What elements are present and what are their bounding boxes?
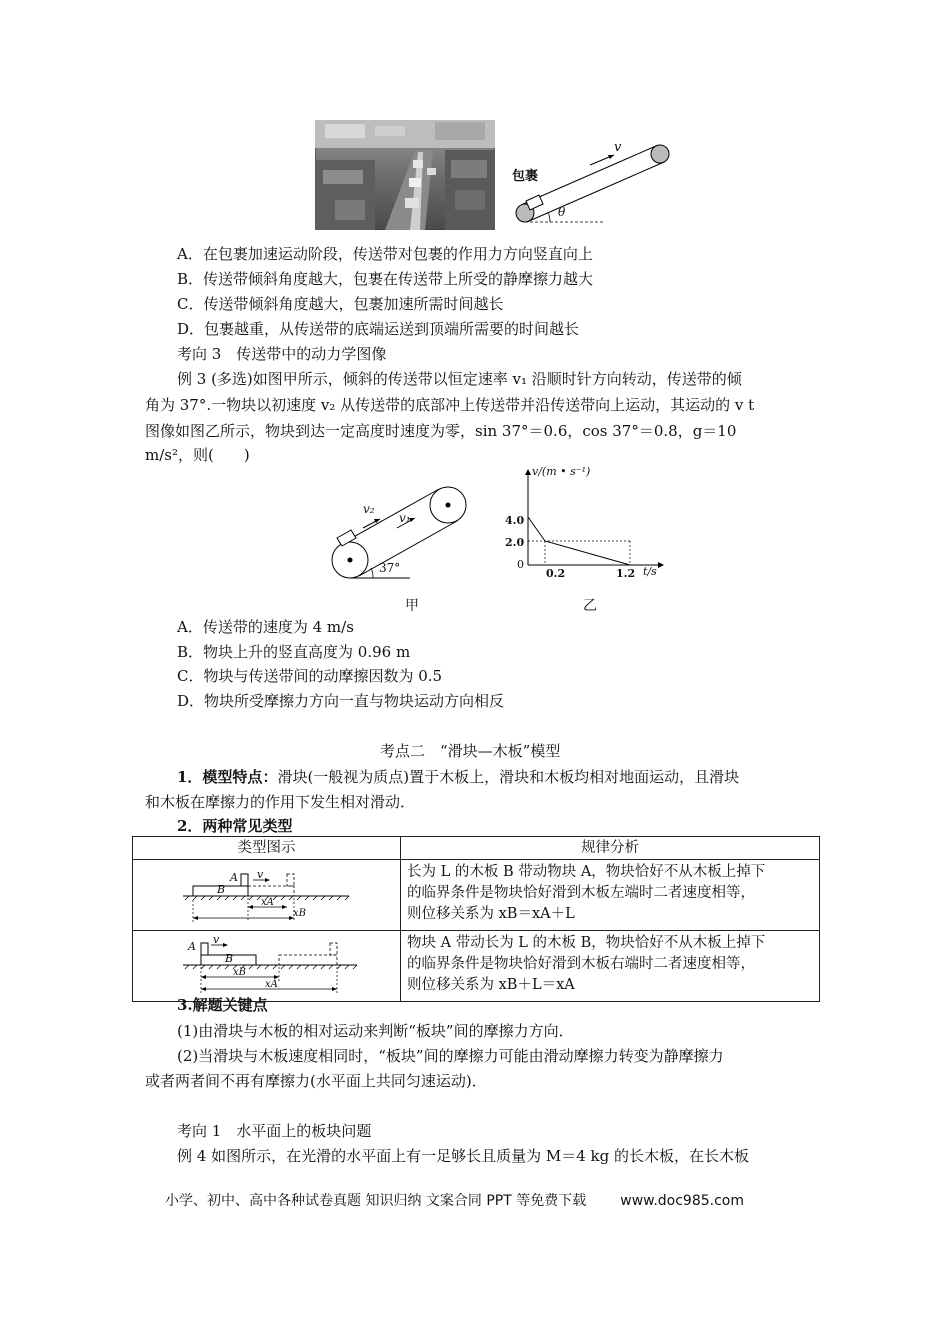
x-tick-12: 1.2 (616, 567, 636, 580)
type2-label-v: v (213, 933, 220, 946)
key-point-2a: (2)当滑块与木板速度相同时，“板块”间的摩擦力可能由滑动摩擦力转变为静摩擦力 (177, 1047, 724, 1065)
model-features-text: 滑块(一般视为质点)置于木板上，滑块和木板均相对地面运动，且滑块 (277, 768, 740, 786)
type1-label-xb: xB (293, 908, 306, 919)
table-header-left: 类型图示 (133, 837, 401, 860)
type1-figure-cell (133, 860, 401, 931)
v1-label: v₁ (399, 511, 411, 525)
chart-caption: 乙 (583, 598, 597, 614)
type1-label-b: B (217, 883, 226, 896)
types-table (132, 836, 820, 1002)
option-a: A．在包裹加速运动阶段，传送带对包裹的作用力方向竖直向上 (177, 245, 593, 263)
type2-label-b: B (225, 952, 234, 965)
y-axis-label: v/(m • s⁻¹) (532, 465, 591, 478)
ex3-option-d: D．物块所受摩擦力方向一直与物块运动方向相反 (177, 692, 505, 710)
example3-line1: 例 3 (多选)如图甲所示，倾斜的传送带以恒定速率 v₁ 沿顺时针方向转动，传送带的倾 (177, 370, 742, 388)
origin-label: 0 (517, 558, 524, 571)
x-axis-arrow (658, 562, 664, 568)
figure-jia (325, 475, 475, 585)
velocity-label: v (614, 140, 622, 155)
ex3-option-c: C．物块与传送带间的动摩擦因数为 0.5 (177, 667, 443, 685)
page-footer (165, 1190, 744, 1210)
type1-label-v: v (257, 868, 264, 881)
example4-line1: 例 4 如图所示，在光滑的水平面上有一足够长且质量为 M＝4 kg 的长木板，在长木板 (177, 1147, 749, 1165)
type1-rule-line2: 的临界条件是物块恰好滑到木板左端时二者速度相等， (407, 885, 755, 901)
table-header-right: 规律分析 (401, 837, 820, 860)
vt-chart (500, 465, 670, 590)
type2-rule-line2: 的临界条件是物块恰好滑到木板右端时二者速度相等， (407, 956, 755, 972)
model-features-label: 1．模型特点： (177, 768, 278, 786)
example3-line2: 角为 37°.一物块以初速度 v₂ 从传送带的底部冲上传送带并沿传送带向上运动，其运动的 v t (145, 396, 755, 414)
example3-line3: 图像如图乙所示，物块到达一定高度时速度为零，sin 37°＝0.6，cos 37°＝0.8，g＝10 (145, 422, 737, 440)
type2-label-xb: xB (233, 967, 246, 978)
key-point-1: (1)由滑块与木板的相对运动来判断“板块”间的摩擦力方向． (177, 1022, 574, 1040)
type1-rule-cell (401, 860, 820, 931)
x-axis-label: t/s (643, 565, 657, 578)
option-b: B．传送带倾斜角度越大，包裹在传送带上所受的静摩擦力越大 (177, 270, 594, 288)
ex3-option-b: B．物块上升的竖直高度为 0.96 m (177, 643, 411, 661)
y-axis-arrow (525, 469, 531, 475)
type2-rule-cell (401, 931, 820, 1002)
model-features-paragraph (177, 766, 739, 788)
footer-text: 小学、初中、高中各种试卷真题 知识归纳 文案合同 PPT 等免费下载 (165, 1193, 587, 1209)
key-point-2b: 或者两者间不再有摩擦力(水平面上共同匀速运动)． (145, 1072, 487, 1090)
y-tick-2: 2.0 (505, 536, 525, 549)
ex3-option-a: A．传送带的速度为 4 m/s (177, 618, 354, 636)
type1-figure (133, 860, 399, 926)
type1-label-xa: xA (261, 897, 274, 908)
type2-label-a: A (188, 940, 196, 953)
v2-label: v₂ (363, 502, 375, 516)
type1-rule-line3: 则位移关系为 xB＝xA＋L (407, 906, 575, 922)
type2-figure-cell (133, 931, 401, 1002)
two-types-heading: 2．两种常见类型 (177, 817, 293, 835)
figure-jia-caption: 甲 (405, 598, 419, 614)
example3-line4: m/s²，则( ) (145, 446, 250, 464)
package-label: 包裹 (512, 169, 539, 184)
type2-label-xa: xA (265, 979, 278, 990)
footer-url[interactable]: www.doc985.com (620, 1193, 744, 1209)
kaoxiang-1-heading: 考向 1 水平面上的板块问题 (177, 1122, 372, 1140)
model-features-text-2: 和木板在摩擦力的作用下发生相对滑动． (145, 793, 416, 811)
conveyor-photo (315, 120, 495, 230)
section2-title: 考点二 “滑块—木板”模型 (380, 742, 561, 760)
type1-label-a: A (230, 871, 238, 884)
y-tick-4: 4.0 (505, 514, 525, 527)
key-points-heading: 3.解题关键点 (177, 996, 268, 1014)
conveyor-incline-diagram (510, 135, 690, 230)
x-tick-02: 0.2 (546, 567, 566, 580)
type1-rule-line1: 长为 L 的木板 B 带动物块 A，物块恰好不从木板上掉下 (407, 864, 766, 880)
option-c: C．传送带倾斜角度越大，包裹加速所需时间越长 (177, 295, 504, 313)
series-line (528, 517, 630, 565)
type2-rule-line1: 物块 A 带动长为 L 的木板 B，物块恰好不从木板上掉下 (407, 935, 766, 951)
type2-rule-line3: 则位移关系为 xB＋L＝xA (407, 977, 575, 993)
option-d: D．包裹越重，从传送带的底端运送到顶端所需要的时间越长 (177, 320, 580, 338)
kaoxiang-3-heading: 考向 3 传送带中的动力学图像 (177, 345, 387, 363)
angle-label: 37° (379, 561, 401, 575)
theta-label: θ (558, 205, 566, 219)
